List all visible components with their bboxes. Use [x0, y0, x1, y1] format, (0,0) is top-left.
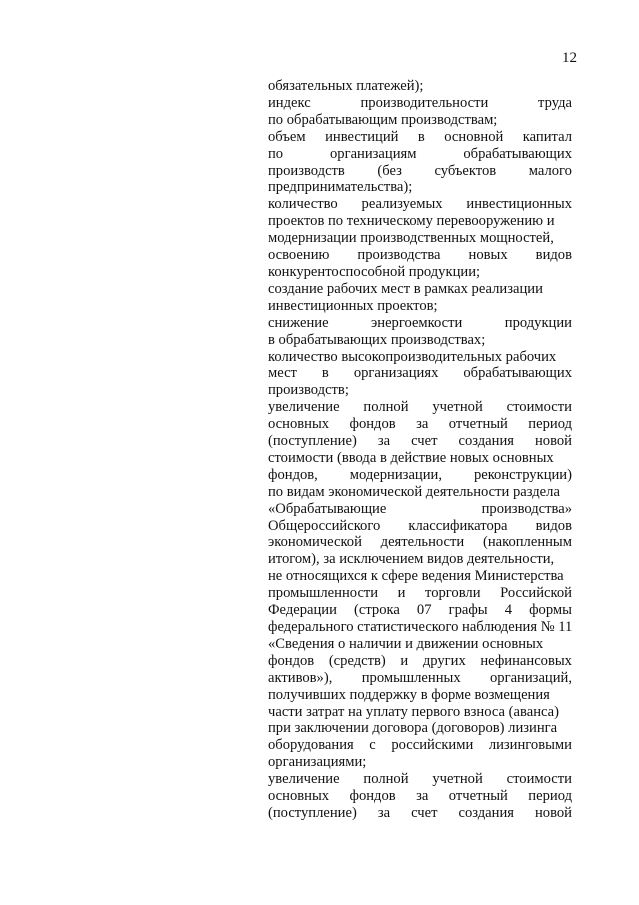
word: российскими	[391, 737, 474, 754]
word: фондов	[349, 416, 396, 433]
word: активов»),	[268, 669, 333, 686]
word: предпринимательства);	[268, 179, 413, 196]
text-line	[268, 416, 572, 433]
word: инвестиционных проектов;	[268, 297, 438, 314]
word: за	[377, 804, 391, 821]
word: организациям	[329, 145, 417, 162]
text-line	[268, 704, 572, 721]
word: части затрат на уплату первого взноса (аванса)	[268, 703, 559, 720]
word: обязательных платежей);	[268, 78, 424, 94]
word: создания	[458, 804, 514, 821]
word: итогом), за исключением видов деятельности,	[268, 551, 555, 568]
word: обрабатывающих	[463, 365, 572, 382]
word: индекс	[268, 94, 311, 111]
text-line	[268, 163, 572, 180]
text-line	[268, 365, 572, 382]
word: 4	[504, 602, 512, 619]
word: обрабатывающих	[463, 145, 572, 162]
word: за	[416, 416, 429, 433]
word: и	[400, 652, 409, 669]
word: других	[422, 652, 466, 669]
word: увеличение	[268, 399, 340, 416]
word: отчетный	[448, 416, 508, 433]
word: реализуемых	[361, 196, 443, 213]
word: энергоемкости	[371, 314, 463, 331]
text-line	[268, 247, 572, 264]
word: увеличение	[268, 771, 340, 788]
word: Общероссийского	[268, 517, 381, 534]
word: за	[377, 433, 391, 450]
text-line	[268, 602, 572, 619]
word: при заключении договора (договоров) лизинга	[268, 720, 558, 737]
text-line	[268, 349, 572, 366]
word: с	[369, 737, 376, 754]
word: экономической	[268, 534, 362, 551]
word: организациями;	[268, 754, 367, 771]
text-line	[268, 146, 572, 163]
word: графы	[448, 602, 488, 619]
text-line	[268, 196, 572, 213]
word: организаций,	[490, 669, 572, 686]
text-line	[268, 771, 572, 788]
text-line	[268, 534, 572, 551]
word: Российской	[500, 585, 572, 602]
word: стоимости	[506, 399, 572, 416]
word: субъектов	[434, 162, 497, 179]
word: стоимости (ввода в действие новых основных	[268, 449, 554, 466]
text-line	[268, 450, 572, 467]
word: продукции	[504, 314, 572, 331]
word: реконструкции)	[473, 466, 572, 483]
word: по	[268, 145, 284, 162]
word: полной	[363, 771, 409, 788]
document-text-column	[268, 78, 572, 822]
word: инвестиционных	[466, 196, 572, 213]
word: и	[397, 585, 406, 602]
word: получивших поддержку в форме возмещения	[268, 686, 550, 703]
text-line	[268, 129, 572, 146]
word: Федерации	[268, 602, 337, 619]
word: по видам экономической деятельности раздела	[268, 483, 560, 500]
text-line	[268, 788, 572, 805]
word: в обрабатывающих производствах;	[268, 331, 486, 348]
word: новых	[468, 247, 508, 264]
word: 07	[416, 602, 432, 619]
text-line	[268, 670, 572, 687]
word: учетной	[432, 399, 483, 416]
text-line	[268, 382, 572, 399]
text-line	[268, 568, 572, 585]
word: «Обрабатывающие	[268, 500, 387, 517]
word: количество	[268, 196, 338, 213]
word: в	[417, 128, 425, 145]
word: учетной	[432, 771, 483, 788]
word: торговли	[425, 585, 481, 602]
word: (средств)	[328, 652, 386, 669]
word: (поступление)	[268, 433, 357, 450]
word: новой	[534, 433, 572, 450]
word: объем	[268, 128, 306, 145]
word: количество высокопроизводительных рабочих	[268, 348, 557, 365]
text-line	[268, 653, 572, 670]
word: фондов	[349, 788, 396, 805]
word: нефинансовых	[480, 652, 572, 669]
word: оборудования	[268, 737, 354, 754]
word: классификатора	[408, 517, 508, 534]
word: производительности	[360, 94, 489, 111]
text-line	[268, 585, 572, 602]
word: основной	[444, 128, 504, 145]
word: основных	[268, 788, 330, 805]
word: (строка	[354, 602, 400, 619]
text-line	[268, 551, 572, 568]
text-line	[268, 213, 572, 230]
page-number: 12	[562, 50, 577, 66]
text-line	[268, 720, 572, 737]
word: основных	[268, 416, 330, 433]
word: лизинговыми	[488, 737, 572, 754]
word: труда	[538, 94, 572, 111]
word: «Сведения о наличии и движении основных	[268, 635, 544, 652]
word: модернизации производственных мощностей,	[268, 230, 554, 247]
word: видов	[535, 247, 572, 264]
text-line	[268, 332, 572, 349]
text-line	[268, 636, 572, 653]
word: конкурентоспособной продукции;	[268, 263, 481, 280]
word: стоимости	[506, 771, 572, 788]
word: формы	[529, 602, 572, 619]
word: не относящихся к сфере ведения Министерства	[268, 568, 564, 585]
word: фондов,	[268, 466, 318, 483]
word: освоению	[268, 247, 330, 264]
word: производства»	[481, 500, 572, 517]
text-line	[268, 281, 572, 298]
word: период	[528, 788, 572, 805]
text-line	[268, 112, 572, 129]
text-line	[268, 467, 572, 484]
word: полной	[363, 399, 409, 416]
word: период	[528, 416, 572, 433]
word: (накопленным	[482, 534, 572, 551]
text-line	[268, 518, 572, 535]
word: мест	[268, 365, 297, 382]
text-line	[268, 179, 572, 196]
text-line	[268, 264, 572, 281]
word: фондов	[268, 652, 315, 669]
text-line	[268, 95, 572, 112]
word: производств;	[268, 382, 349, 399]
word: по обрабатывающим производствам;	[268, 111, 498, 128]
word: счет	[411, 433, 438, 450]
word: за	[416, 788, 429, 805]
word: отчетный	[448, 788, 508, 805]
text-line	[268, 737, 572, 754]
word: инвестиций	[325, 128, 399, 145]
word: производства	[357, 247, 441, 264]
word: новой	[534, 804, 572, 821]
text-line	[268, 315, 572, 332]
text-line	[268, 501, 572, 518]
word: капитал	[522, 128, 572, 145]
word: модернизации,	[349, 466, 443, 483]
text-line	[268, 754, 572, 771]
word: организациях	[353, 365, 439, 382]
word: счет	[411, 804, 438, 821]
text-line	[268, 687, 572, 704]
text-line	[268, 433, 572, 450]
word: в	[321, 365, 329, 382]
text-line	[268, 619, 572, 636]
word: промышленности	[268, 585, 379, 602]
word: промышленных	[361, 669, 461, 686]
word: создания	[458, 433, 514, 450]
text-line	[268, 805, 572, 822]
word: производств	[268, 162, 345, 179]
word: проектов по техническому перевооружению и	[268, 213, 555, 230]
text-line	[268, 230, 572, 247]
word: федерального статистического наблюдения № 11	[268, 619, 573, 635]
text-line	[268, 484, 572, 501]
word: деятельности	[380, 534, 465, 551]
word: (без	[377, 162, 402, 179]
word: малого	[528, 162, 572, 179]
word: снижение	[268, 314, 329, 331]
word: (поступление)	[268, 804, 357, 821]
word: видов	[535, 517, 572, 534]
word: создание рабочих мест в рамках реализации	[268, 280, 543, 297]
text-line	[268, 78, 572, 95]
text-line	[268, 399, 572, 416]
text-line	[268, 298, 572, 315]
